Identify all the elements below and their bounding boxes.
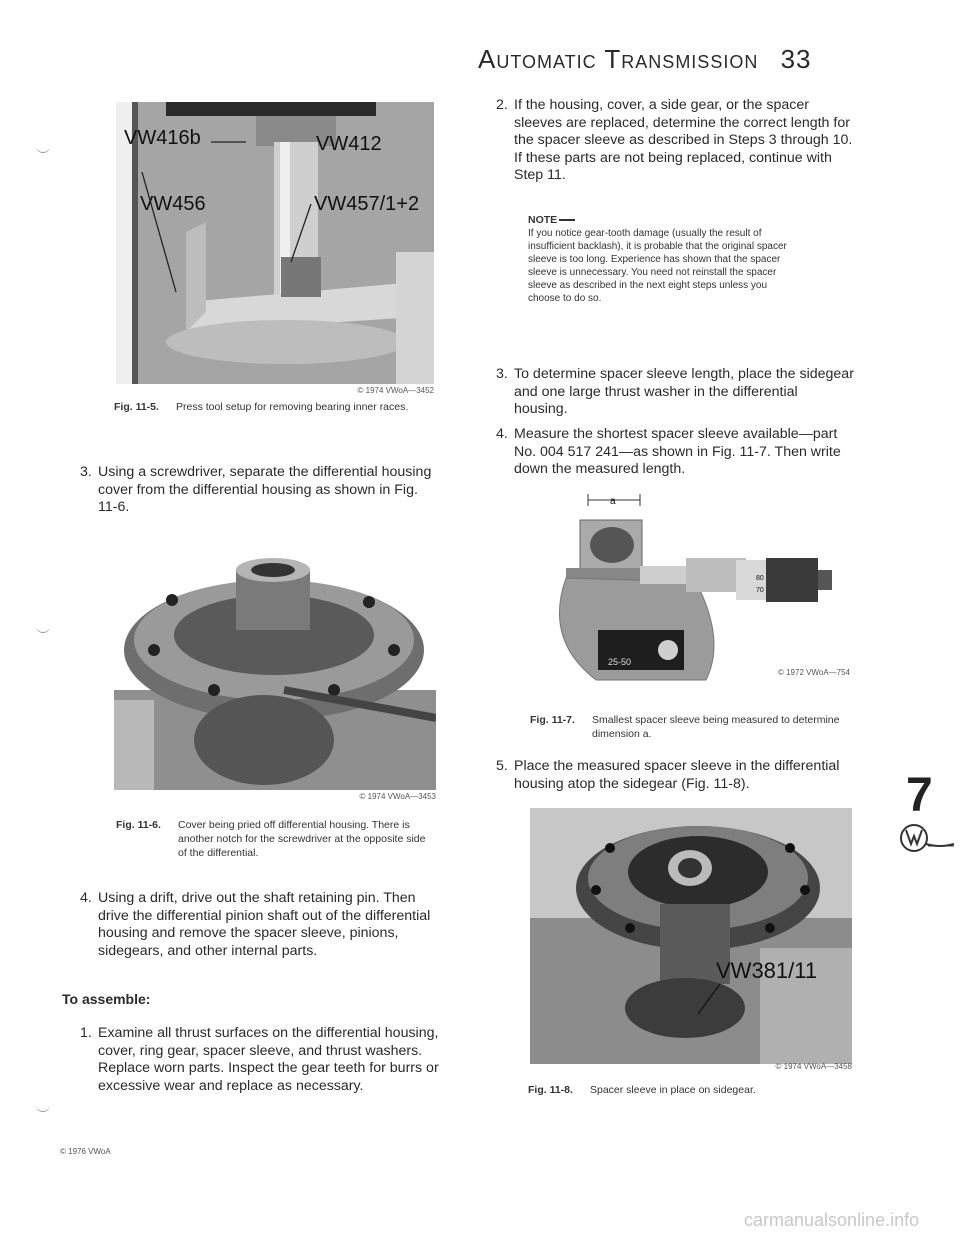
step-text: To determine spacer sleeve length, place the sidegear and one large thrust washer in the differential housing. — [514, 366, 854, 417]
note-heading: NOTE — [528, 214, 796, 227]
fig5-caption — [114, 400, 444, 414]
fig8-credit: © 1974 VWoA—3458 — [775, 1062, 852, 1071]
fig7-badge: 25-50 — [608, 657, 632, 667]
fig5-label-vw457: VW457/1+2 — [314, 193, 420, 215]
step-number: 2. — [496, 97, 508, 113]
binding-mark — [36, 142, 50, 153]
step-number: 4. — [80, 890, 92, 906]
fig7-dim-label: a — [610, 496, 616, 507]
step-3-left — [80, 464, 438, 534]
fig8-label-vw381: VW381/11 — [716, 958, 818, 983]
fig8-caption-text: Spacer sleeve in place on sidegear. — [590, 1084, 756, 1096]
fig8-caption-number: Fig. 11-8. — [528, 1084, 573, 1096]
figure-11-5-photo — [116, 102, 434, 384]
fig7-scale-70: 70 — [756, 587, 764, 594]
binding-mark — [36, 1101, 50, 1112]
fig5-label-vw412: VW412 — [316, 133, 382, 155]
fig5-label-vw456: VW456 — [140, 193, 206, 215]
fig5-credit: © 1974 VWoA—3452 — [357, 386, 434, 395]
step-text: If the housing, cover, a side gear, or the spacer sleeves are replaced, determine the correct length for the spacer sleeve as described in Steps 3 through 10. If these parts are not being replaced, continue with Step 11. — [514, 97, 853, 183]
step-2 — [496, 97, 854, 187]
step-text: Using a screwdriver, separate the differential housing cover from the differential housing as shown in Fig. 11-6. — [98, 464, 432, 515]
watermark: carmanualsonline.info — [744, 1210, 920, 1230]
fig5-caption-number: Fig. 11-5. — [114, 401, 159, 413]
fig6-credit: © 1974 VWoA—3453 — [359, 792, 436, 801]
assemble-heading: To assemble: — [62, 991, 151, 1007]
fig8-caption — [528, 1083, 858, 1097]
fig6-caption — [116, 818, 446, 860]
note-text: If you notice gear-tooth damage (usually the result of insufficient backlash), it is probable that the original spacer sleeve is too long. Experience has shown that the spacer sleeve is unnecessary. You need not reinstall the spacer sleeve as described in the next eight steps unless you choose to do so. — [528, 228, 787, 304]
step-4-right — [496, 426, 854, 480]
step-number: 3. — [80, 464, 92, 480]
step-text: Examine all thrust surfaces on the differential housing, cover, ring gear, spacer sleeve, and thrust washers. Replace worn parts. Inspect the gear teeth for burrs or excessive wear and replace as necessary. — [98, 1025, 439, 1094]
step-text: Measure the shortest spacer sleeve available—part No. 004 517 241—as shown in Fig. 11-7. Then write down the measured length. — [514, 426, 841, 477]
fig6-caption-text: Cover being pried off differential housing. There is another notch for the screwdriver at the opposite side of the differential. — [178, 819, 426, 859]
figure-11-8-photo — [530, 808, 852, 1064]
step-number: 3. — [496, 366, 508, 382]
figure-11-6-photo — [114, 540, 436, 790]
fig7-caption-number: Fig. 11-7. — [530, 714, 575, 726]
fig7-credit: © 1972 VWoA—754 — [777, 668, 850, 677]
step-4-left — [80, 890, 440, 962]
fig7-scale-80: 80 — [756, 575, 764, 582]
step-number: 1. — [80, 1025, 92, 1041]
footer-credit: © 1976 VWoA — [60, 1147, 111, 1156]
note-block — [528, 214, 796, 305]
vw-logo-icon — [900, 822, 956, 854]
figure-11-7-photo — [536, 490, 854, 690]
step-5 — [496, 758, 854, 798]
page-number: 33 — [780, 44, 812, 74]
fig5-label-vw416b: VW416b — [124, 127, 201, 149]
step-text: Place the measured spacer sleeve in the differential housing atop the sidegear (Fig. 11-8). — [514, 758, 840, 792]
step-1 — [80, 1025, 440, 1117]
step-3-right — [496, 366, 854, 420]
step-number: 4. — [496, 426, 508, 442]
running-header — [478, 44, 811, 75]
fig7-caption-text: Smallest spacer sleeve being measured to determine dimension a. — [592, 714, 840, 740]
step-number: 5. — [496, 758, 508, 774]
chapter-tab-number: 7 — [906, 769, 933, 822]
step-text: Using a drift, drive out the shaft retaining pin. Then drive the differential pinion shaft out of the differential housing and remove the spacer sleeve, pinions, sidegears, and other internal parts. — [98, 890, 431, 959]
binding-mark — [36, 622, 50, 633]
fig7-caption — [530, 713, 860, 741]
fig5-caption-text: Press tool setup for removing bearing inner races. — [176, 401, 409, 413]
section-title: Automatic Transmission — [478, 44, 759, 74]
fig6-caption-number: Fig. 11-6. — [116, 819, 161, 831]
